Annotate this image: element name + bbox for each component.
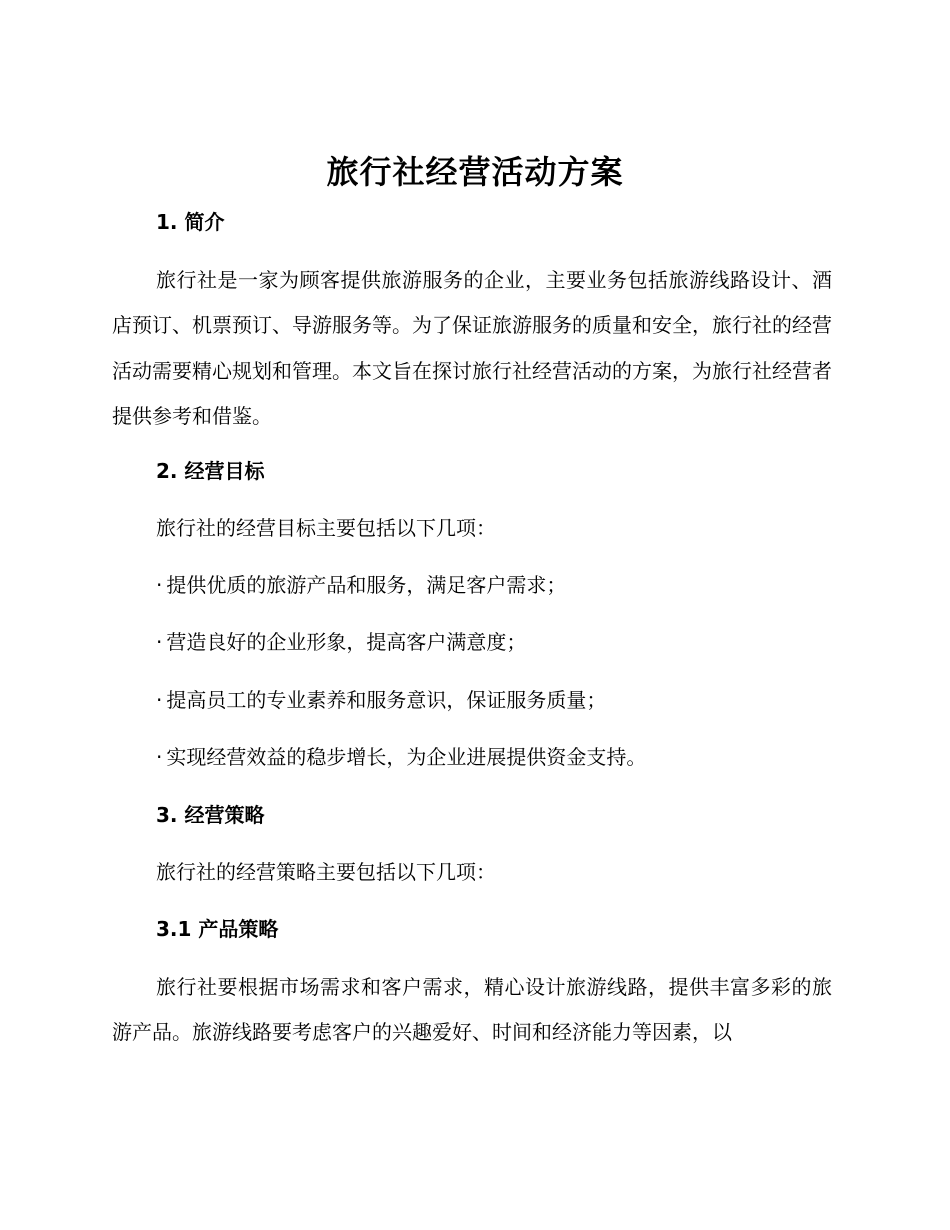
goal-bullet-item [156, 627, 526, 657]
goal-bullet-text: 提高员工的专业素养和服务意识，保证服务质量； [166, 688, 607, 712]
bullet-dot-icon: · [156, 573, 163, 597]
goals-lead-text: 旅行社的经营目标主要包括以下几项： [156, 516, 496, 540]
goal-bullet-text: 营造良好的企业形象，提高客户满意度； [166, 630, 527, 654]
goal-bullet-text: 提供优质的旅游产品和服务，满足客户需求； [166, 573, 567, 597]
goal-bullet-item [156, 742, 646, 772]
bullet-dot-icon: · [156, 745, 163, 769]
strategy-lead-text: 旅行社的经营策略主要包括以下几项： [156, 860, 496, 884]
section-heading-goals: 2. 经营目标 [156, 459, 265, 483]
bullet-dot-icon: · [156, 630, 163, 654]
document-title: 旅行社经营活动方案 [326, 153, 624, 191]
intro-paragraph: 旅行社是一家为顾客提供旅游服务的企业，主要业务包括旅游线路设计、酒店预订、机票预订、导游服务等。为了保证旅游服务的质量和安全，旅行社的经营活动需要精心规划和管理。本文旨在探讨旅行社经营活动的方案，为旅行社经营者提供参考和借鉴。 [112, 268, 832, 428]
goal-bullet-text: 实现经营效益的稳步增长，为企业进展提供资金支持。 [166, 745, 647, 769]
goal-bullet-item [156, 685, 606, 715]
product-strategy-paragraph: 旅行社要根据市场需求和客户需求，精心设计旅游线路，提供丰富多彩的旅游产品。旅游线路要考虑客户的兴趣爱好、时间和经济能力等因素，以 [112, 975, 832, 1045]
bullet-dot-icon: · [156, 688, 163, 712]
goal-bullet-item [156, 570, 566, 600]
section-heading-strategy: 3. 经营策略 [156, 803, 265, 827]
subsection-heading-product: 3.1 产品策略 [156, 917, 279, 941]
section-heading-intro: 1. 简介 [156, 210, 225, 234]
